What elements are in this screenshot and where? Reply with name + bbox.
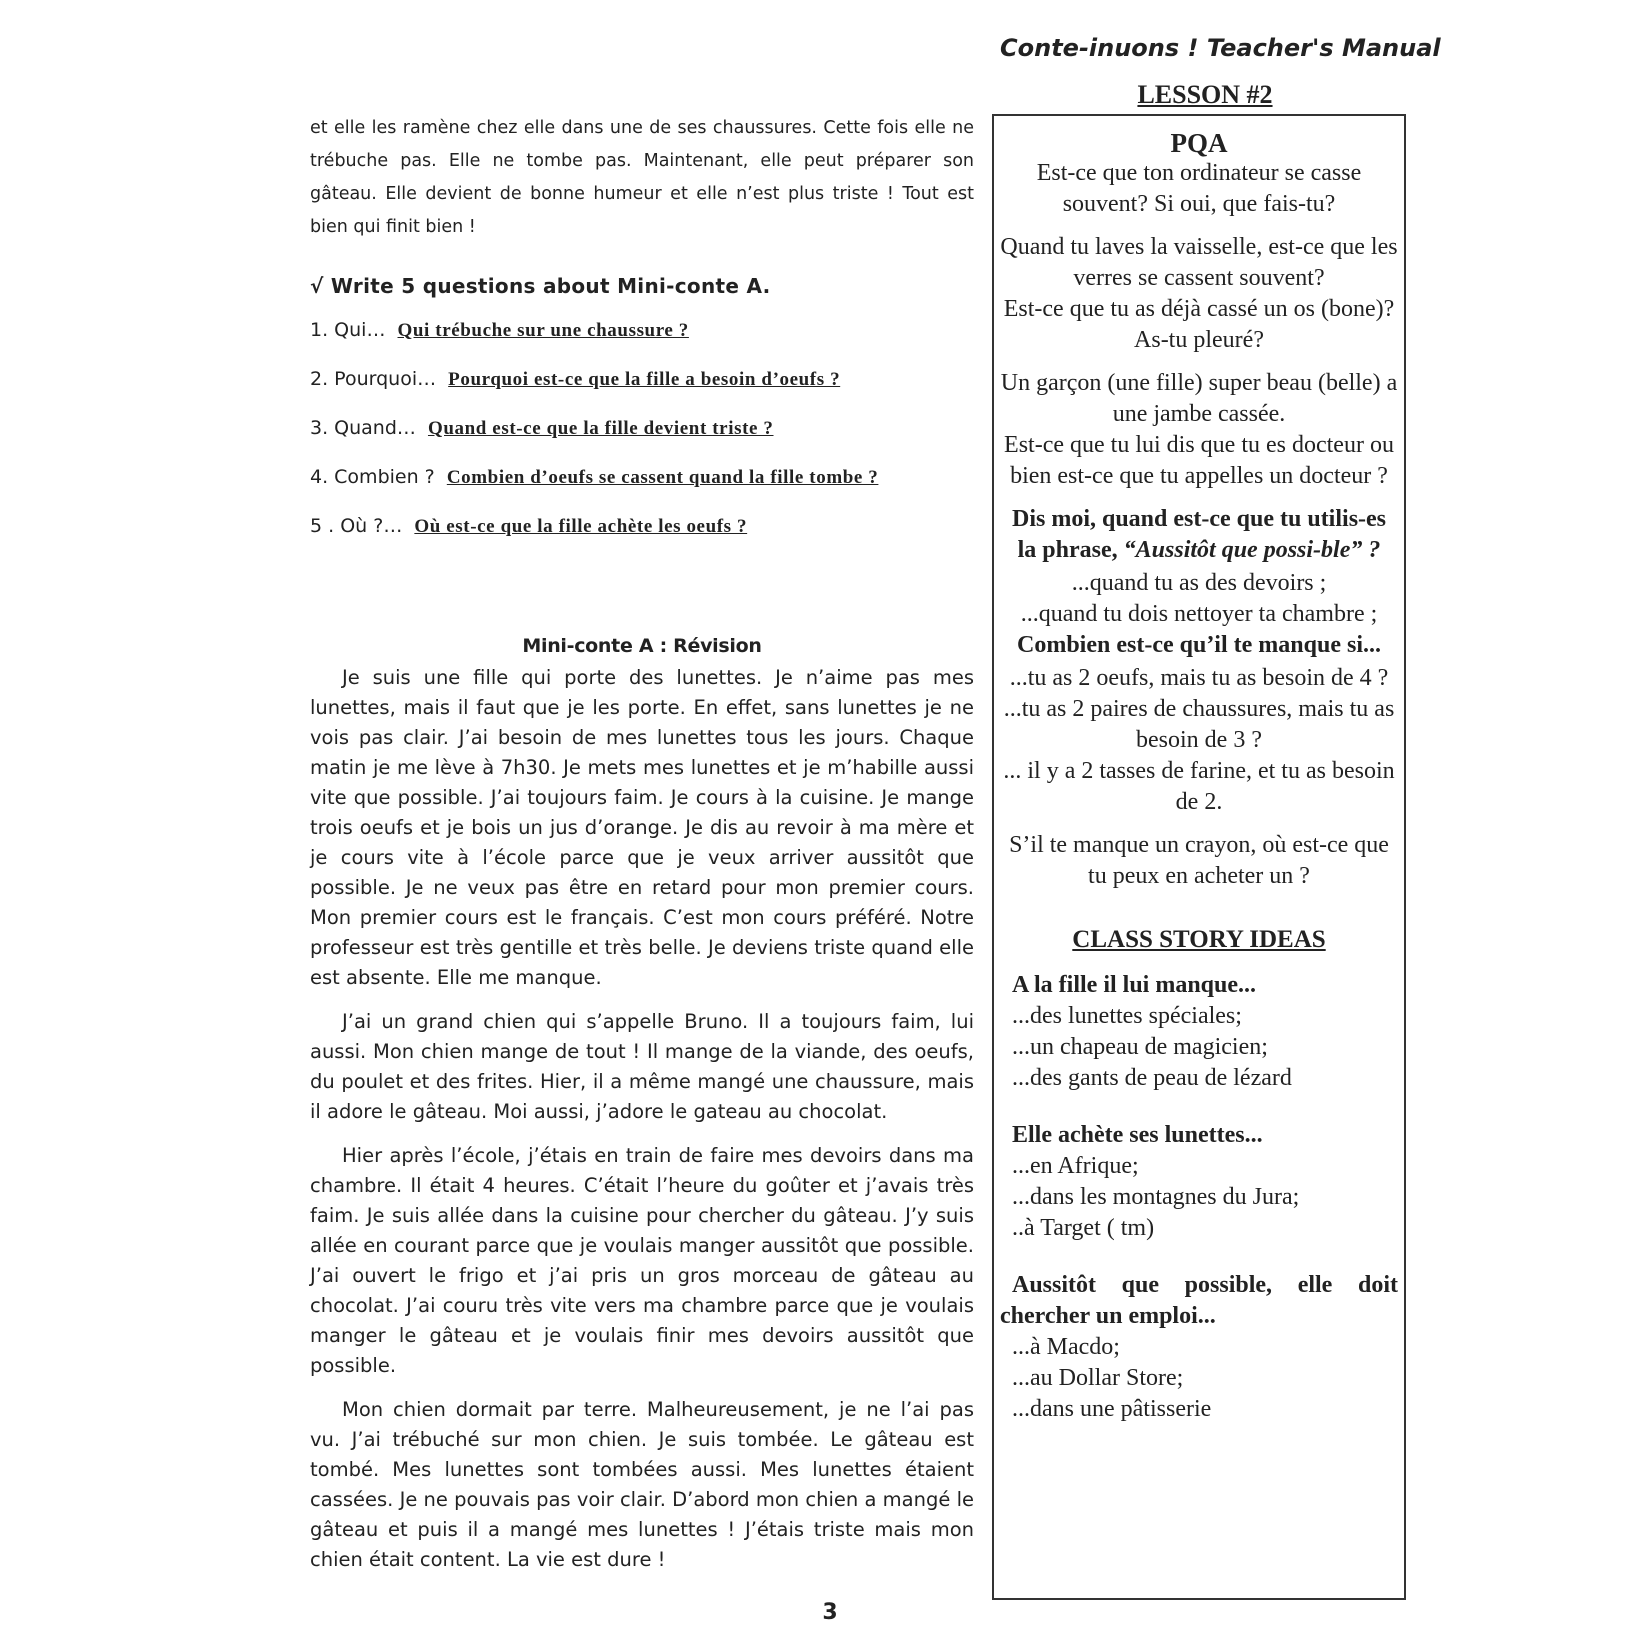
question-prompt: 3. Quand… bbox=[310, 417, 416, 439]
pqa-option: ...tu as 2 oeufs, mais tu as besoin de 4 ? bbox=[1009, 665, 1389, 691]
question-item bbox=[310, 355, 974, 404]
idea-heading: A la fille il lui manque... bbox=[1012, 972, 1257, 998]
question-prompt: 4. Combien ? bbox=[310, 466, 435, 488]
lesson-title: LESSON #2 bbox=[1137, 80, 1273, 109]
question-answer: Pourquoi est-ce que la fille a besoin d’oeufs ? bbox=[448, 369, 841, 390]
question-answer: Quand est-ce que la fille devient triste ? bbox=[427, 418, 774, 439]
question-item bbox=[310, 404, 974, 453]
pqa-question: Est-ce que tu as déjà cassé un os (bone)? As-tu pleuré? bbox=[1003, 296, 1395, 353]
idea-item: ..à Target ( tm) bbox=[1012, 1215, 1155, 1241]
manual-title: Conte-inuons ! Teacher's Manual bbox=[1000, 34, 1441, 62]
question-prompt: 2. Pourquoi… bbox=[310, 368, 437, 390]
pqa-question: Un garçon (une fille) super beau (belle) a une jambe cassée. bbox=[1000, 370, 1398, 427]
pqa-option: ...quand tu dois nettoyer ta chambre ; bbox=[1020, 601, 1378, 627]
idea-item: ...un chapeau de magicien; bbox=[1012, 1034, 1268, 1060]
pqa-question bbox=[1000, 504, 1398, 566]
idea-item: ...des gants de peau de lézard bbox=[1012, 1065, 1292, 1091]
idea-item: ...dans les montagnes du Jura; bbox=[1012, 1184, 1300, 1210]
pqa-question: Combien est-ce qu’il te manque si... bbox=[1017, 632, 1381, 658]
task-instruction: √ Write 5 questions about Mini-conte A. bbox=[310, 274, 771, 298]
idea-item: ...dans une pâtisserie bbox=[1012, 1396, 1212, 1422]
pqa-title: PQA bbox=[1170, 128, 1228, 158]
pqa-question: Quand tu laves la vaisselle, est-ce que les verres se cassent souvent? bbox=[1000, 234, 1398, 291]
question-item bbox=[310, 453, 974, 502]
main-column bbox=[310, 112, 974, 1589]
page-number: 3 bbox=[822, 1600, 838, 1625]
pqa-question: Est-ce que ton ordinateur se casse souvent? Si oui, que fais-tu? bbox=[1036, 160, 1362, 217]
idea-heading: Aussitôt que possible, elle doit chercher un emploi... bbox=[1000, 1272, 1398, 1329]
question-prompt: 5 . Où ?… bbox=[310, 515, 403, 537]
story-title: Mini-conte A : Révision bbox=[522, 635, 762, 657]
question-answer: Combien d’oeufs se cassent quand la fille tombe ? bbox=[446, 467, 879, 488]
class-story-ideas-title: CLASS STORY IDEAS bbox=[1072, 926, 1326, 953]
pqa-option: ... il y a 2 tasses de farine, et tu as besoin de 2. bbox=[1003, 758, 1395, 815]
pqa-question: Est-ce que tu lui dis que tu es docteur ou bien est-ce que tu appelles un docteur ? bbox=[1004, 432, 1394, 489]
pqa-option: ...quand tu as des devoirs ; bbox=[1071, 570, 1327, 596]
idea-item: ...en Afrique; bbox=[1012, 1153, 1139, 1179]
question-item bbox=[310, 306, 974, 355]
idea-item: ...au Dollar Store; bbox=[1012, 1365, 1184, 1391]
idea-item: ...à Macdo; bbox=[1012, 1334, 1120, 1360]
question-list bbox=[310, 306, 974, 551]
intro-paragraph: et elle les ramène chez elle dans une de ses chaussures. Cette fois elle ne trébuche pas. Elle ne tombe pas. Maintenant, elle peut préparer son gâteau. Elle devient de bonne humeur et elle n’est plus triste ! Tout est bien qui finit bien ! bbox=[310, 118, 974, 237]
question-item bbox=[310, 502, 974, 551]
teacher-sidebar bbox=[992, 114, 1406, 1600]
pqa-q5-text: Dis moi, quand est-ce que tu utilis-es la phrase, bbox=[1011, 506, 1387, 563]
story-paragraph: J’ai un grand chien qui s’appelle Bruno. Il a toujours faim, lui aussi. Mon chien mange de tout ! Il mange de la viande, des oeufs, du poulet et des frites. Hier, il a même mangé une chaussure, mais il adore le gâteau. Moi aussi, j’adore le gateau au chocolat. bbox=[310, 1010, 974, 1123]
question-answer: Qui trébuche sur une chaussure ? bbox=[397, 320, 689, 341]
pqa-question: S’il te manque un crayon, où est-ce que tu peux en acheter un ? bbox=[1009, 832, 1389, 889]
idea-item: ...des lunettes spéciales; bbox=[1012, 1003, 1242, 1029]
story-paragraph: Je suis une fille qui porte des lunettes. Je n’aime pas mes lunettes, mais il faut que je les porte. En effet, sans lunettes je ne vois pas clair. J’ai besoin de mes lunettes tous les jours. Chaque matin je me lève à 7h30. Je mets mes lunettes et je m’habille aussi vite que possible. J’ai toujours faim. Je cours à la cuisine. Je mange trois oeufs et je bois un jus d’orange. Je dis au revoir à ma mère et je cours vite à l’école parce que je veux arriver aussitôt que possible. Je ne veux pas être en retard pour mon premier cours. Mon premier cours est le français. C’est mon cours préféré. Notre professeur est très gentille et très belle. Je deviens triste quand elle est absente. Elle me manque. bbox=[310, 666, 974, 989]
pqa-option: ...tu as 2 paires de chaussures, mais tu as besoin de 3 ? bbox=[1003, 696, 1395, 753]
question-prompt: 1. Qui… bbox=[310, 319, 386, 341]
story-paragraph: Mon chien dormait par terre. Malheureusement, je ne l’ai pas vu. J’ai trébuché sur mon chien. Je suis tombée. Le gâteau est tombé. Mes lunettes sont tombées aussi. Mes lunettes étaient cassées. Je ne pouvais pas voir clair. D’abord mon chien a mangé le gâteau et puis il a mangé mes lunettes ! J’étais triste mais mon chien était content. La vie est dure ! bbox=[310, 1398, 974, 1571]
question-answer: Où est-ce que la fille achète les oeufs ? bbox=[414, 516, 748, 537]
story-paragraph: Hier après l’école, j’étais en train de faire mes devoirs dans ma chambre. Il était 4 heures. C’était l’heure du goûter et j’avais très faim. Je suis allée dans la cuisine pour chercher du gâteau. J’y suis allée en courant parce que je voulais manger aussitôt que possible. J’ai ouvert le frigo et j’ai pris un gros morceau de gâteau au chocolat. J’ai couru très vite vers ma chambre parce que je voulais manger le gâteau et je voulais finir mes devoirs aussitôt que possible. bbox=[310, 1144, 974, 1377]
pqa-q5-phrase: “Aussitôt que possi-ble” ? bbox=[1123, 537, 1381, 563]
idea-heading: Elle achète ses lunettes... bbox=[1012, 1122, 1263, 1148]
